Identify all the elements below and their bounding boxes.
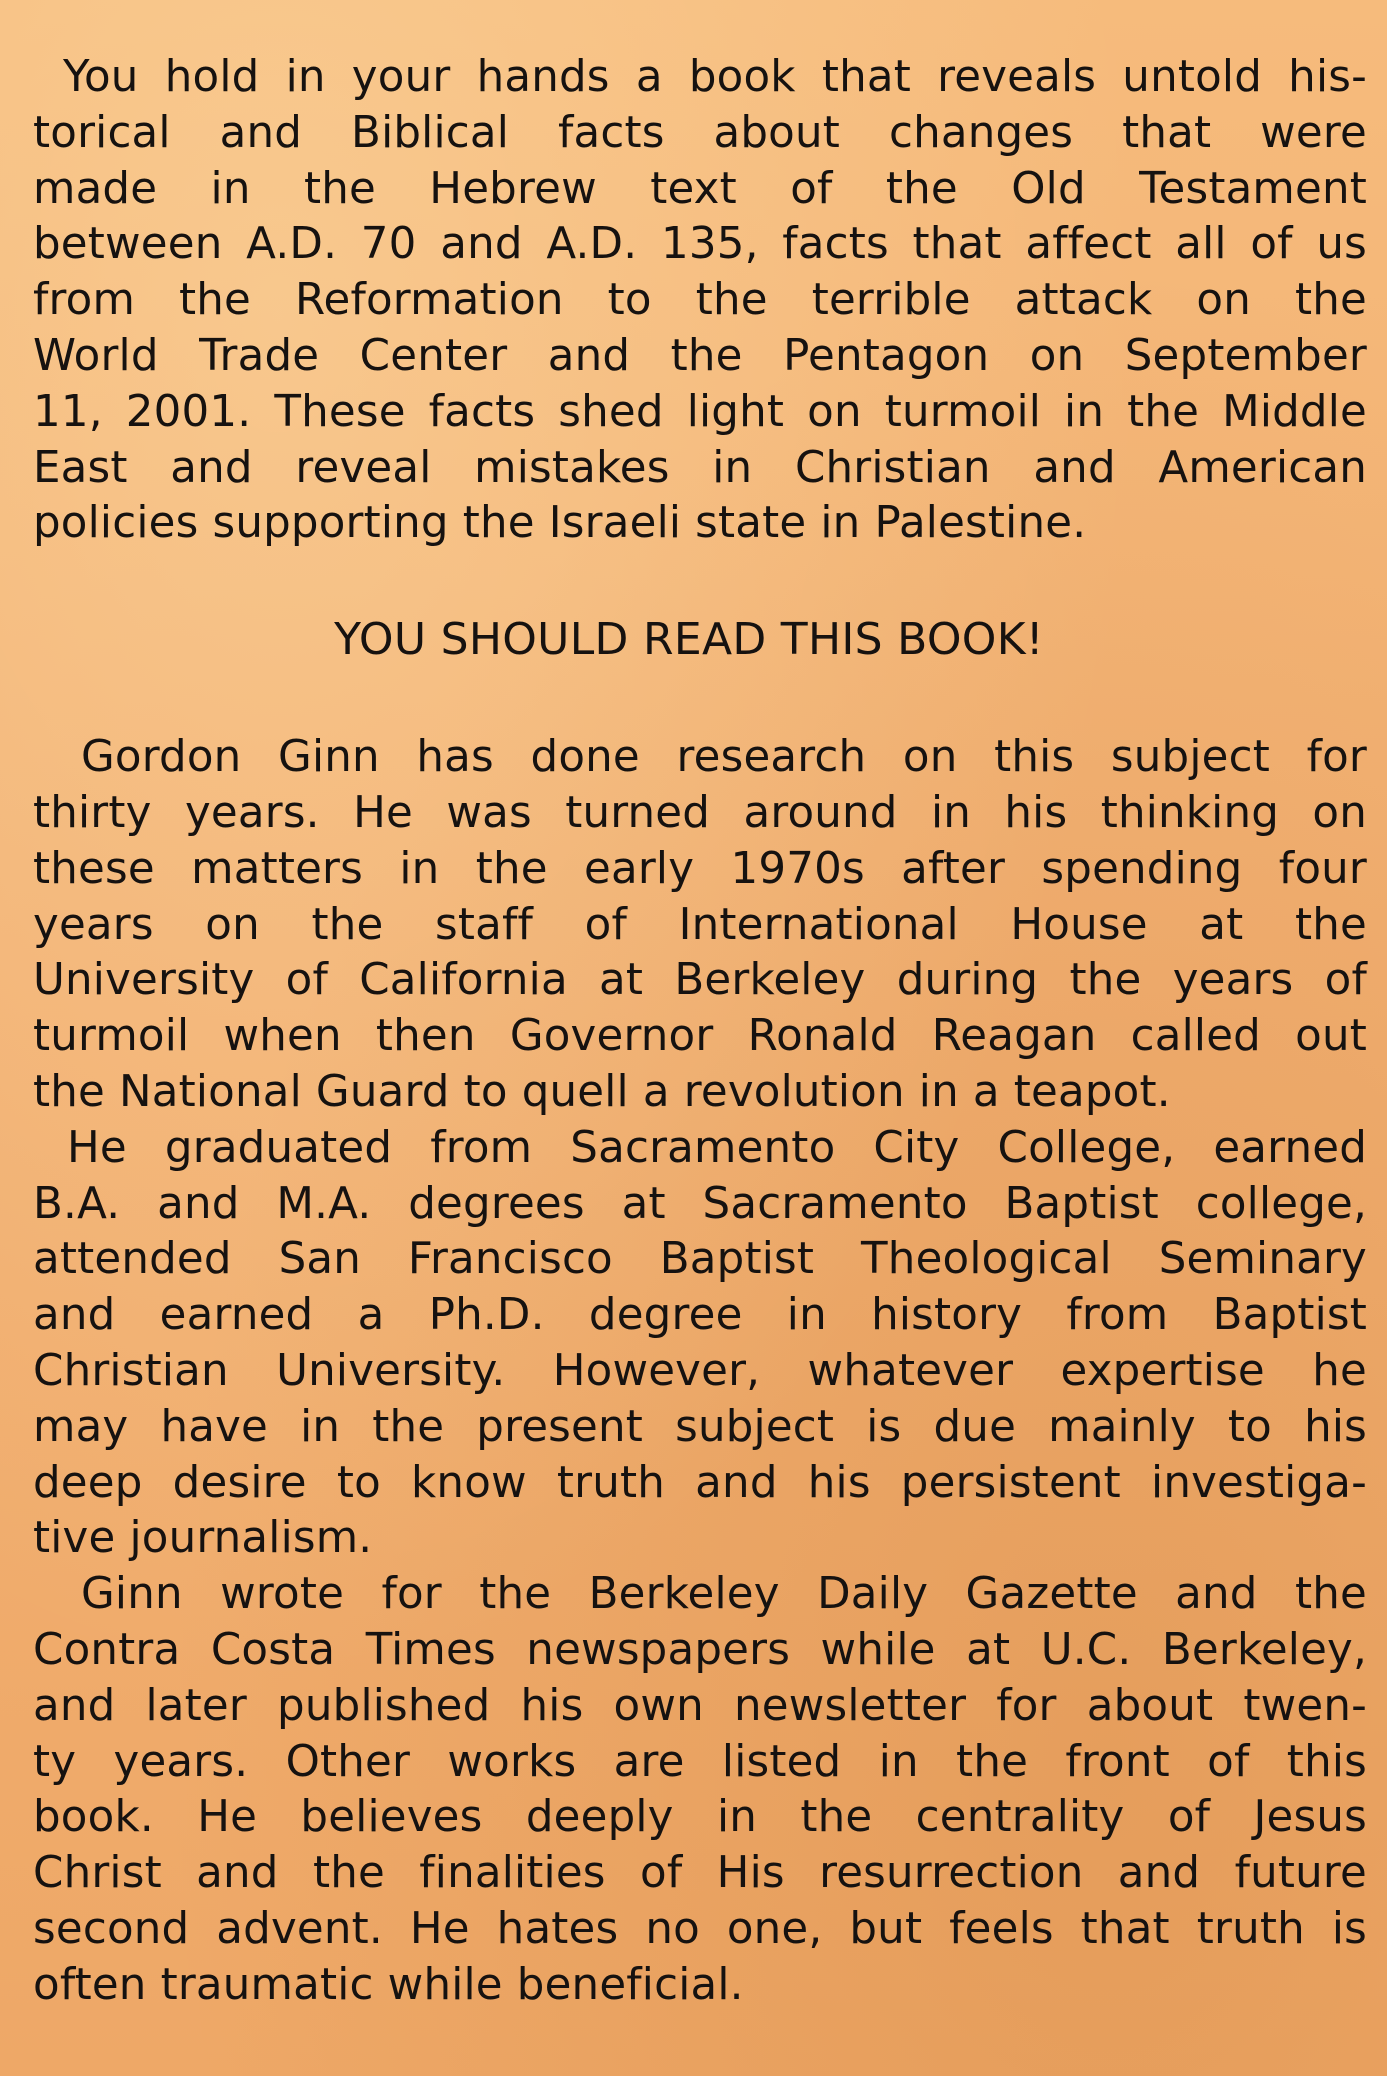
text-line: made in the Hebrew text of the Old Testament	[33, 163, 1367, 214]
text-line: the National Guard to quell a revolution in a teapot.	[33, 1066, 1171, 1117]
text-line: from the Reformation to the terrible attack on the	[33, 275, 1367, 326]
text-line: Christian University. However, whatever expertise he	[33, 1345, 1367, 1396]
text-line: 11, 2001. These facts shed light on turmoil in the Middle	[33, 386, 1367, 437]
text-line: book. He believes deeply in the centrality of Jesus	[33, 1792, 1367, 1843]
text-line: University of California at Berkeley during the years of	[33, 955, 1367, 1006]
text-line: World Trade Center and the Pentagon on September	[33, 330, 1367, 381]
education-paragraph	[33, 1121, 1367, 1567]
text-line: Ginn wrote for the Berkeley Daily Gazette and the	[81, 1569, 1367, 1620]
text-line: B.A. and M.A. degrees at Sacramento Baptist college,	[33, 1178, 1367, 1229]
writing-paragraph	[33, 1567, 1367, 2013]
text-line: often traumatic while beneficial.	[33, 1959, 744, 2010]
text-line: ty years. Other works are listed in the front of this	[33, 1736, 1367, 1787]
text-line: and later published his own newsletter for about twen-	[33, 1680, 1367, 1731]
text-line: years on the staff of International House at the	[33, 899, 1367, 950]
text-line: Gordon Ginn has done research on this subject for	[81, 732, 1367, 783]
text-line: tive journalism.	[33, 1513, 373, 1564]
text-line: East and reveal mistakes in Christian and American	[33, 442, 1367, 493]
research-paragraph	[33, 730, 1367, 1121]
text-line: Contra Costa Times newspapers while at U.C. Berkeley,	[33, 1624, 1367, 1675]
text-line: second advent. He hates no one, but feels that truth is	[33, 1903, 1367, 1954]
text-line: policies supporting the Israeli state in Palestine.	[33, 498, 1087, 549]
text-line: turmoil when then Governor Ronald Reagan called out	[33, 1011, 1367, 1062]
intro-paragraph	[33, 50, 1367, 552]
text-line: torical and Biblical facts about changes that were	[33, 107, 1367, 158]
text-line: attended San Francisco Baptist Theological Seminary	[33, 1234, 1367, 1285]
text-line: these matters in the early 1970s after spending four	[33, 843, 1367, 894]
text-line: thirty years. He was turned around in his thinking on	[33, 787, 1367, 838]
text-line: He graduated from Sacramento City College, earned	[67, 1122, 1367, 1173]
text-line: deep desire to know truth and his persistent investiga-	[33, 1457, 1367, 1508]
text-line: Christ and the finalities of His resurrection and future	[33, 1848, 1367, 1899]
text-line: may have in the present subject is due mainly to his	[33, 1401, 1367, 1452]
section-heading: YOU SHOULD READ THIS BOOK!	[334, 614, 1044, 666]
text-line: You hold in your hands a book that reveals untold his-	[63, 52, 1367, 102]
text-line: between A.D. 70 and A.D. 135, facts that affect all of us	[33, 219, 1367, 270]
text-line: and earned a Ph.D. degree in history from Baptist	[33, 1290, 1367, 1341]
